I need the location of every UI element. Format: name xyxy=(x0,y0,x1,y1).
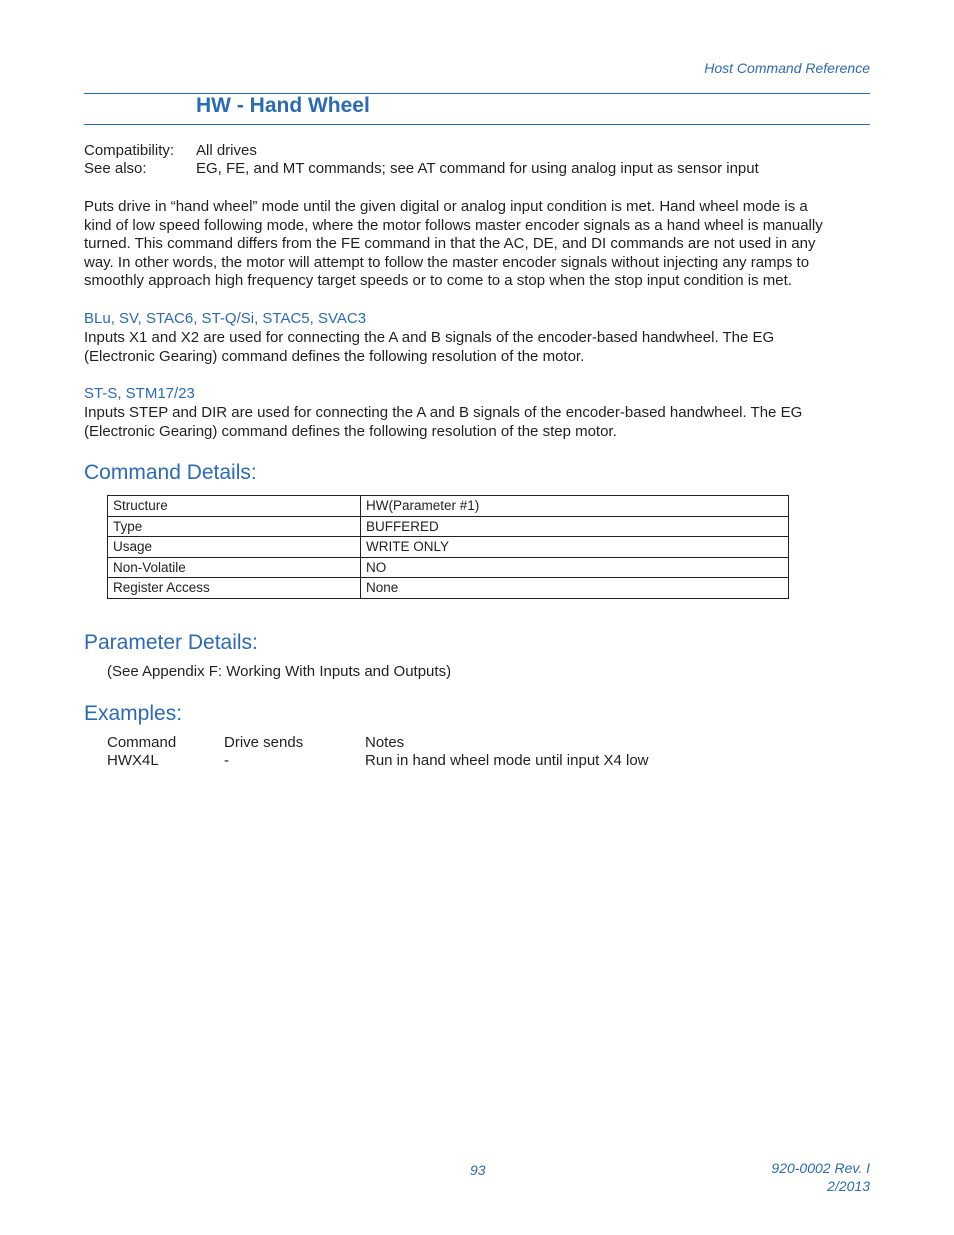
examples-column-header: Command xyxy=(107,734,177,751)
description-line: Puts drive in “hand wheel” mode until the given digital or analog input condition is met. Hand wheel mode is a xyxy=(84,198,808,215)
drive-section-line: (Electronic Gearing) command defines the following resolution of the motor. xyxy=(84,347,585,365)
command-details-heading: Command Details: xyxy=(84,461,257,484)
description-line: way. In other words, the motor will attempt to follow the master encoder signals without injecting any ramps to xyxy=(84,253,810,271)
example-command: HWX4L xyxy=(107,752,159,769)
table-key-cell: Usage xyxy=(108,537,361,558)
title-bottom-rule xyxy=(84,124,870,125)
see-also-value: EG, FE, and MT commands; see AT command for using analog input as sensor input xyxy=(196,160,759,177)
description-line: turned. This command differs from the FE command in that the AC, DE, and DI commands are not used in any xyxy=(84,235,816,253)
drive-section-text xyxy=(84,404,874,441)
table-value-cell: BUFFERED xyxy=(361,516,789,537)
page-title: HW - Hand Wheel xyxy=(196,94,370,117)
drive-section-line: Inputs STEP and DIR are used for connecting the A and B signals of the encoder-based handwheel. The EG xyxy=(84,404,803,421)
document-number: 920-0002 Rev. I xyxy=(771,1160,870,1176)
examples-heading: Examples: xyxy=(84,702,183,725)
running-header: Host Command Reference xyxy=(704,60,870,76)
drive-section-heading: ST-S, STM17/23 xyxy=(84,385,195,402)
table-key-cell: Type xyxy=(108,516,361,537)
parameter-details-note: (See Appendix F: Working With Inputs and Outputs) xyxy=(107,663,452,680)
see-also-row xyxy=(84,160,759,177)
compatibility-value: All drives xyxy=(196,142,257,159)
drive-section-line: (Electronic Gearing) command defines the following resolution of the step motor. xyxy=(84,422,617,440)
table-row xyxy=(108,578,789,599)
table-key-cell: Structure xyxy=(108,496,361,517)
page-number: 93 xyxy=(470,1162,486,1178)
table-value-cell: None xyxy=(361,578,789,599)
examples-column-header: Notes xyxy=(365,734,405,751)
table-value-cell: WRITE ONLY xyxy=(361,537,789,558)
description-line: smoothly approach high frequency target speeds or to come to a stop when the stop input condition is met. xyxy=(84,272,792,290)
table-value-cell: HW(Parameter #1) xyxy=(361,496,789,517)
table-row xyxy=(108,496,789,517)
drive-section-text xyxy=(84,329,874,366)
table-row xyxy=(108,516,789,537)
compatibility-label: Compatibility: xyxy=(84,142,175,159)
table-key-cell: Register Access xyxy=(108,578,361,599)
document-date: 2/2013 xyxy=(827,1178,870,1194)
drive-section-line: Inputs X1 and X2 are used for connecting the A and B signals of the encoder-based handwheel. The EG xyxy=(84,329,775,346)
parameter-details-heading: Parameter Details: xyxy=(84,631,258,654)
document-info xyxy=(700,1159,870,1195)
examples-column-header: Drive sends xyxy=(224,734,304,751)
table-value-cell: NO xyxy=(361,557,789,578)
table-row xyxy=(108,537,789,558)
see-also-label: See also: xyxy=(84,160,147,177)
command-details-table xyxy=(107,495,789,599)
table-key-cell: Non-Volatile xyxy=(108,557,361,578)
drive-section-heading: BLu, SV, STAC6, ST-Q/Si, STAC5, SVAC3 xyxy=(84,310,367,327)
example-drive-sends: - xyxy=(224,752,229,769)
compatibility-row xyxy=(84,142,257,159)
description-paragraph xyxy=(84,198,874,291)
example-notes: Run in hand wheel mode until input X4 low xyxy=(365,752,649,769)
description-line: kind of low speed following mode, where the motor follows master encoder signals as a hand wheel is manually xyxy=(84,216,823,234)
table-row xyxy=(108,557,789,578)
